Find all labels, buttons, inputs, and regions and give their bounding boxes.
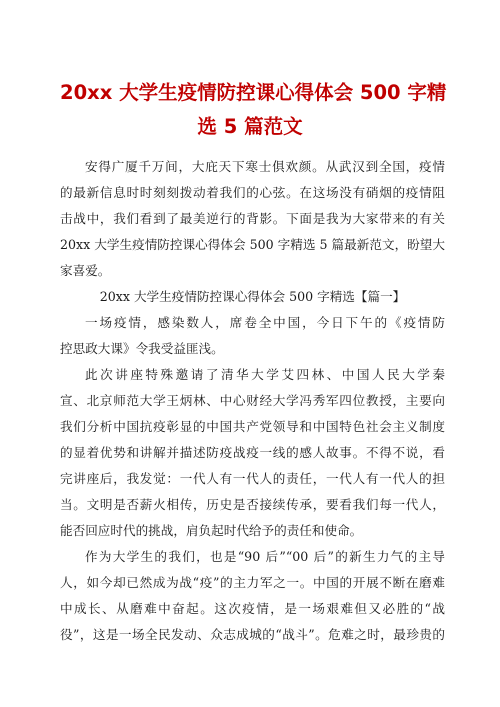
section-heading-1 (60, 284, 445, 310)
body-paragraph-1 (60, 310, 445, 362)
paragraph-line: 家喜爱。 (60, 263, 111, 278)
paragraph-line: 宣、北京师范大学王炳林、中心财经大学冯秀军四位教授，主要向 (60, 393, 445, 408)
body-paragraph-3 (60, 544, 445, 648)
paragraph-line: 20xx 大学生疫情防控课心得体会 500 字精选 5 篇最新范文，盼望大 (60, 237, 445, 252)
paragraph-line: 我们分析中国抗疫彰显的中国共产党领导和中国特色社会主义制度 (60, 419, 445, 434)
body-paragraph-2 (60, 362, 445, 544)
paragraph-line: 控思政大课》令我受益匪浅。 (60, 341, 224, 356)
document-title-line-2: 选 5 篇范文 (197, 115, 303, 138)
paragraph-line: 当。文明是否薪火相传，历史是否接续传承，要看我们每一代人， (60, 497, 445, 512)
paragraph-line: 中成长、从磨难中奋起。这次疫情，是一场艰难但又必胜的“战 (60, 601, 445, 616)
paragraph-line: 的显着优势和讲解并描述防疫战疫一线的感人故事。不得不说，看 (60, 445, 445, 460)
paragraph-line: 人，如今却已然成为战“疫”的主力军之一。中国的开展不断在磨难 (60, 575, 445, 590)
paragraph-line: 完讲座后，我发觉：一代人有一代人的责任，一代人有一代人的担 (60, 471, 445, 486)
section-heading-text: 20xx 大学生疫情防控课心得体会 500 字精选【篇一】 (99, 289, 406, 304)
paragraph-line: 一场疫情，感染数人，席卷全中国，今日下午的《疫情防 (85, 315, 445, 330)
document-title-line-1: 20xx 大学生疫情防控课心得体会 500 字精 (60, 81, 447, 104)
paragraph-line: 能否回应时代的挑战，肩负起时代给予的责任和使命。 (60, 523, 363, 538)
paragraph-line: 安得广厦千万间，大庇天下寒士俱欢颜。从武汉到全国，疫情 (85, 159, 445, 174)
paragraph-line: 的最新信息时时刻刻拨动着我们的心弦。在这场没有硝烟的疫情阻 (60, 185, 445, 200)
paragraph-line: 击战中，我们看到了最美逆行的背影。下面是我为大家带来的有关 (60, 211, 445, 226)
paragraph-line: 役”，这是一场全民发动、众志成城的“战斗”。危难之时，最珍贵的 (60, 627, 445, 642)
intro-paragraph (60, 154, 445, 284)
paragraph-line: 此次讲座特殊邀请了清华大学艾四林、中国人民大学秦 (85, 367, 445, 382)
paragraph-line: 作为大学生的我们，也是“90 后”“00 后”的新生力气的主导 (85, 549, 445, 564)
